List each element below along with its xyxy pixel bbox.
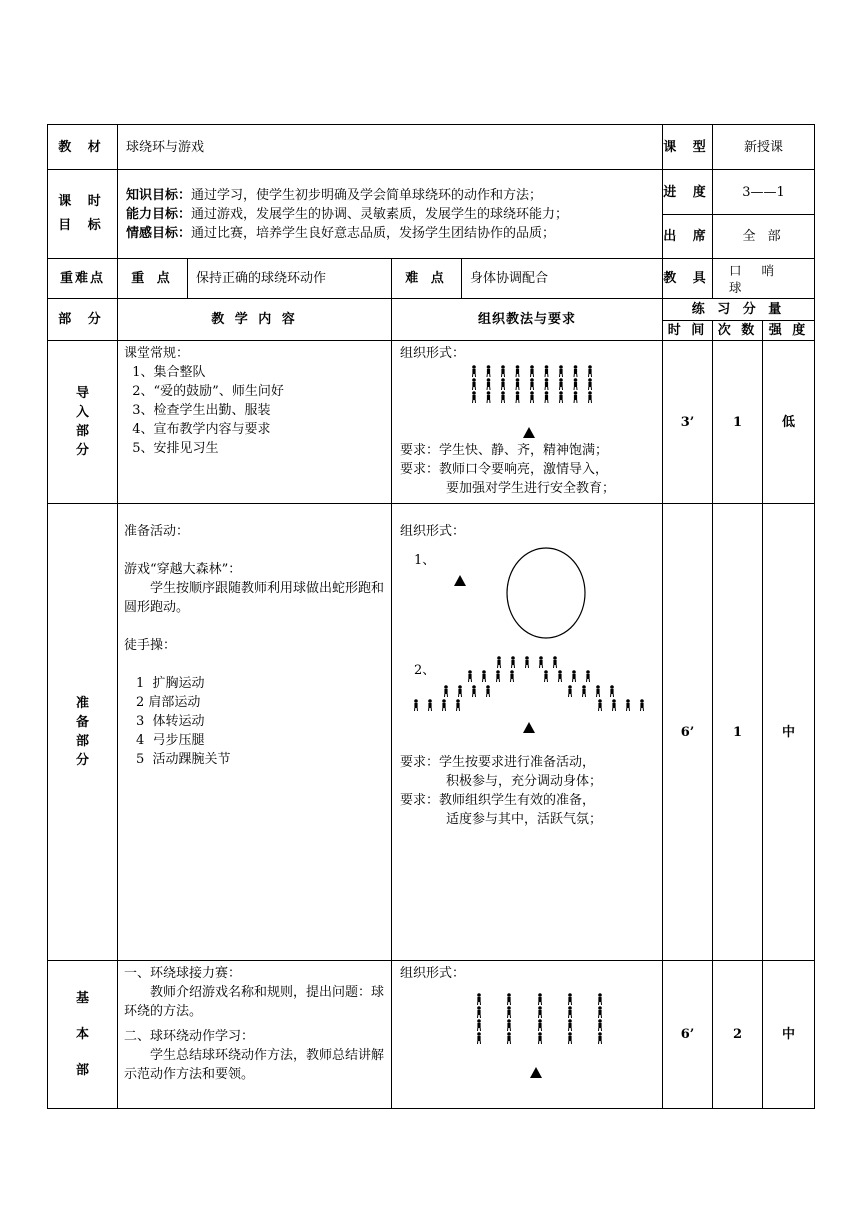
person-icon [507,1019,511,1031]
person-icon [598,699,602,711]
person-icon [496,670,500,682]
key-label: 重难点 [48,259,118,299]
person-icon [574,391,578,403]
person-icon [574,365,578,377]
prep-fig-1-label: 1、 [414,553,436,568]
goal-ability-text: 通过游戏，发展学生的协调、灵敏素质，发展学生的球绕环能力； [191,206,569,222]
intro-part-char: 分 [75,443,89,458]
triangle-icon [523,427,535,438]
person-icon [497,656,501,668]
person-icon [568,1019,572,1031]
main-time: 6’ [663,961,713,1109]
prep-game-desc: 学生按顺序跟随教师利用球做出蛇形跑和圆形跑动。 [124,581,385,615]
prep-part-char: 分 [75,753,89,768]
col-time-header: 时 间 [663,321,713,341]
prep-intensity: 中 [763,504,815,961]
goal-list [118,170,663,259]
person-icon [568,1032,572,1044]
col-method-header: 组织教法与要求 [392,299,663,341]
person-icon [568,993,572,1005]
goal-emotion [126,224,654,243]
main-method [392,961,663,1109]
prep-part-char: 备 [75,715,89,730]
goal-label-line-2: 目 标 [58,218,107,233]
prep-method-title: 组织形式： [400,524,466,539]
intro-content-line: 课堂常规： [124,346,190,361]
col-count-header: 次 数 [713,321,763,341]
person-icon [525,656,529,668]
person-icon [588,378,592,390]
person-icon [507,993,511,1005]
goal-knowledge [126,186,654,205]
person-icon [596,685,600,697]
intro-content-line: 2、“爱的鼓励”、师生问好 [124,384,284,399]
triangle-icon [530,1067,542,1078]
goal-label-line-1: 课 时 [58,194,107,209]
prep-method [392,504,663,961]
material-value: 球绕环与游戏 [118,125,663,170]
person-icon [545,378,549,390]
prep-requirement: 积极参与，充分调动身体； [446,774,603,789]
col-part-header: 部 分 [48,299,118,341]
person-icon [553,656,557,668]
goal-knowledge-label: 知识目标： [126,187,192,203]
person-icon [486,685,490,697]
person-icon [598,993,602,1005]
prep-exercise-item: 3 体转运动 [136,714,205,729]
prep-exercise-item: 4 弓步压腿 [136,733,205,748]
intro-content-line: 1、集合整队 [124,365,206,380]
type-value: 新授课 [713,125,815,170]
person-icon [530,378,534,390]
progress-value: 3——1 [713,170,815,215]
person-icon [538,993,542,1005]
main-method-title: 组织形式： [400,966,466,981]
main-part-label [48,961,118,1109]
prep-exercise-item: 2 肩部运动 [136,695,201,710]
person-icon [428,699,432,711]
triangle-icon [454,575,466,586]
attendance-value: 全 部 [713,215,815,259]
person-icon [538,1006,542,1018]
person-icon [458,685,462,697]
intro-method [392,341,663,504]
main-item-1-desc: 教师介绍游戏名称和规则，提出问题：球环绕的方法。 [124,985,385,1019]
prep-formation-diagram [400,541,658,753]
person-icon [610,685,614,697]
intro-requirement: 要求：教师口令要响亮，激情导入， [400,462,609,477]
intro-intensity: 低 [763,341,815,504]
attendance-label: 出 席 [663,215,713,259]
person-icon [568,685,572,697]
main-part-char: 基 [75,990,89,1006]
lesson-plan-table [47,124,815,1109]
prep-requirement: 适度参与其中，活跃气氛； [446,812,603,827]
equipment-value [713,259,815,299]
person-icon [558,670,562,682]
goal-knowledge-text: 通过学习，使学生初步明确及学会简单球绕环的动作和方法； [191,187,543,203]
person-icon [530,365,534,377]
person-icon [640,699,644,711]
person-icon [516,391,520,403]
person-icon [501,365,505,377]
person-icon [487,365,491,377]
prep-exercise-title: 徒手操： [124,638,177,653]
person-icon [516,365,520,377]
person-icon [501,378,505,390]
triangle-icon [523,722,535,733]
goal-ability [126,205,654,224]
person-icon [626,699,630,711]
main-item-2-desc: 学生总结球环绕动作方法，教师总结讲解示范动作方法和要领。 [124,1048,385,1082]
person-icon [477,1019,481,1031]
intro-requirement: 要求：学生快、静、齐，精神饱满； [400,443,609,458]
person-icon [530,391,534,403]
person-icon [574,378,578,390]
person-icon [510,670,514,682]
difficulty-value: 身体协调配合 [462,259,663,299]
person-icon [501,391,505,403]
prep-part-char: 部 [75,734,89,749]
person-icon [414,699,418,711]
prep-exercise-item: 1 扩胸运动 [136,676,205,691]
person-icon [507,1006,511,1018]
prep-content [118,504,392,961]
person-icon [568,1006,572,1018]
col-intensity-header: 强 度 [763,321,815,341]
person-icon [588,365,592,377]
progress-label: 进 度 [663,170,713,215]
goal-emotion-label: 情感目标： [126,225,192,241]
person-icon [487,378,491,390]
person-icon [442,699,446,711]
prep-formation-area [400,541,656,753]
goal-emotion-text: 通过比赛，培养学生良好意志品质，发扬学生团结协作的品质； [191,225,556,241]
prep-exercise-item: 5 活动踝腕关节 [136,752,231,767]
person-icon [544,670,548,682]
intro-content-line: 4、宣布教学内容与要求 [124,422,271,437]
equipment-label: 教 具 [663,259,713,299]
person-icon [598,1019,602,1031]
main-content [118,961,392,1109]
main-item-1-title: 一、环绕球接力赛： [124,966,242,981]
intro-requirement: 要加强对学生进行安全教育； [446,481,616,496]
person-icon [477,1032,481,1044]
equipment-value-2: 球 [729,279,742,295]
person-icon [586,670,590,682]
intro-content-line: 3、检查学生出勤、服装 [124,403,271,418]
person-icon [559,391,563,403]
circle-route [507,548,585,638]
intro-part-char: 入 [75,405,89,420]
prep-time: 6’ [663,504,713,961]
person-icon [477,993,481,1005]
intro-formation-diagram [400,363,658,441]
intro-content [118,341,392,504]
material-label: 教 材 [48,125,118,170]
difficulty-label: 难 点 [392,259,462,299]
person-icon [472,685,476,697]
col-practice-header: 练 习 分 量 [663,299,815,321]
main-part-char: 本 [75,1026,89,1042]
intro-count: 1 [713,341,763,504]
main-count: 2 [713,961,763,1109]
person-icon [598,1032,602,1044]
person-icon [545,365,549,377]
intro-content-line: 5、安排见习生 [124,441,219,456]
intro-part-char: 导 [75,386,89,401]
goal-label [48,170,118,259]
person-icon [472,365,476,377]
goal-ability-label: 能力目标： [126,206,192,222]
col-content-header: 教 学 内 容 [118,299,392,341]
prep-content-title: 准备活动： [124,524,190,539]
person-icon [572,670,576,682]
person-icon [482,670,486,682]
person-icon [559,378,563,390]
person-icon [487,391,491,403]
prep-count: 1 [713,504,763,961]
person-icon [582,685,586,697]
person-icon [538,1032,542,1044]
person-icon [538,1019,542,1031]
prep-game-title: 游戏“穿越大森林”： [124,562,242,577]
prep-requirement: 要求：学生按要求进行准备活动， [400,755,596,770]
person-icon [539,656,543,668]
person-icon [588,391,592,403]
person-icon [477,1006,481,1018]
person-icon [516,378,520,390]
intro-part-char: 部 [75,424,89,439]
prep-part-char: 准 [75,696,89,711]
person-icon [598,1006,602,1018]
person-icon [444,685,448,697]
main-part-char: 部 [75,1062,89,1078]
main-formation-diagram [400,983,658,1083]
person-icon [456,699,460,711]
person-icon [559,365,563,377]
person-icon [545,391,549,403]
prep-part-label [48,504,118,961]
type-label: 课 型 [663,125,713,170]
intro-part-label [48,341,118,504]
person-icon [472,391,476,403]
equipment-value-1: 口 哨 [729,262,782,278]
intro-method-title: 组织形式： [400,346,466,361]
person-icon [612,699,616,711]
person-icon [511,656,515,668]
prep-requirement: 要求：教师组织学生有效的准备， [400,793,596,808]
main-item-2-title: 二、球环绕动作学习： [124,1029,255,1044]
focus-value: 保持正确的球绕环动作 [188,259,392,299]
prep-fig-2-label: 2、 [414,663,436,678]
person-icon [472,378,476,390]
person-icon [507,1032,511,1044]
focus-label: 重 点 [118,259,188,299]
main-intensity: 中 [763,961,815,1109]
person-icon [468,670,472,682]
intro-time: 3’ [663,341,713,504]
